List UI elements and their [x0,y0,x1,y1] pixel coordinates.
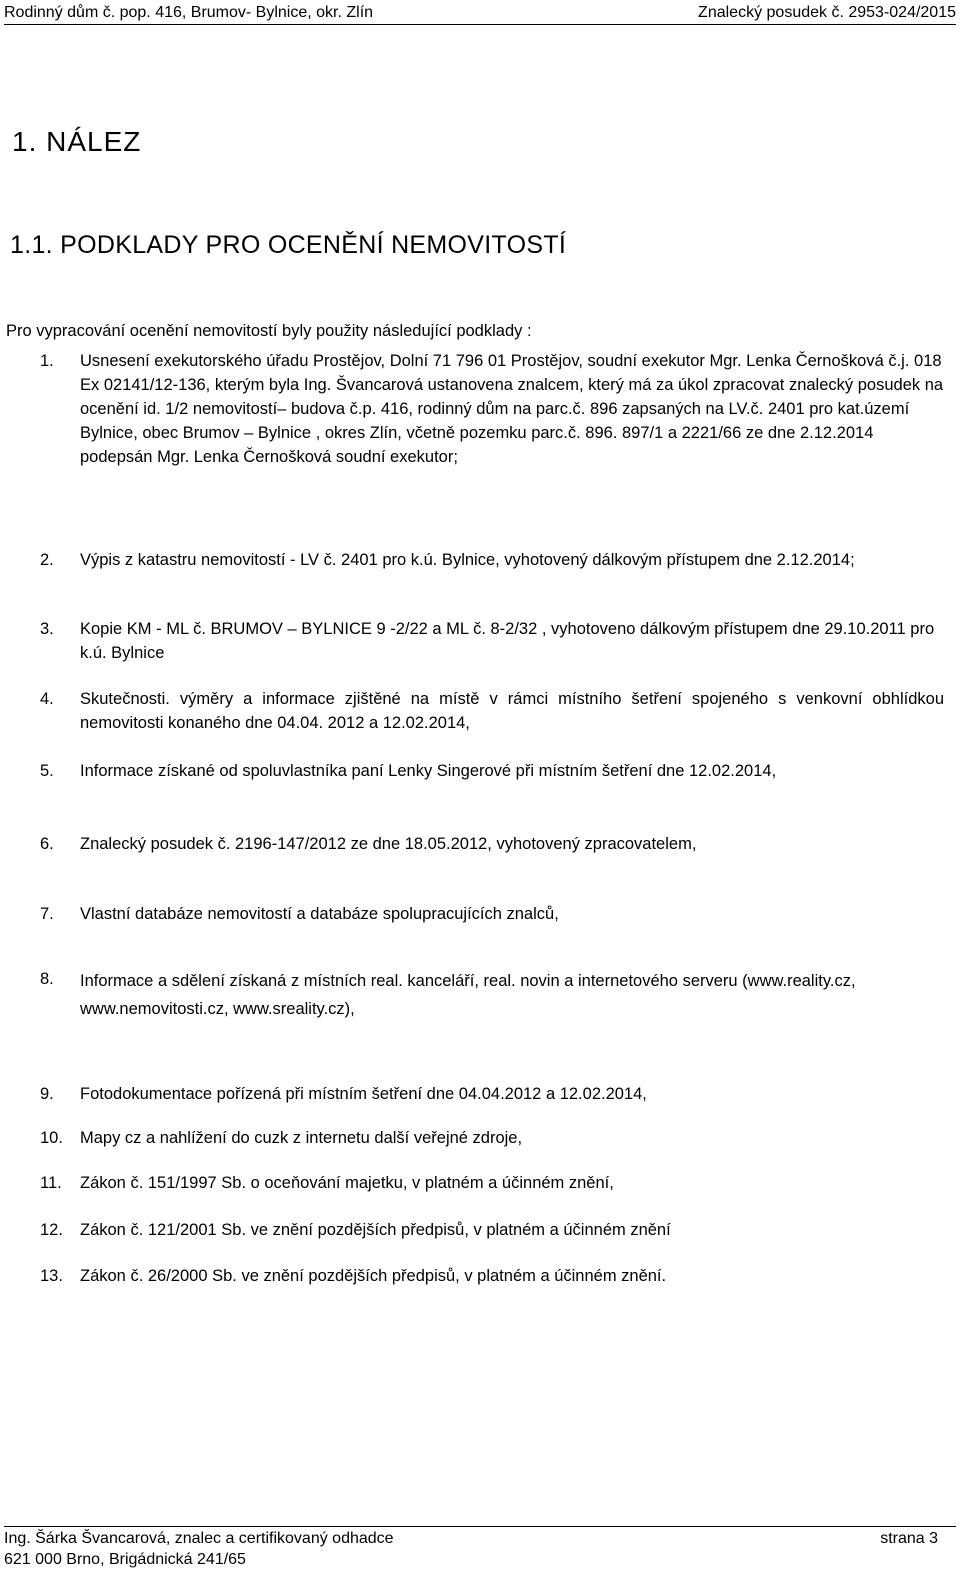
list-item-text: Skutečnosti. výměry a informace zjištěné na místě v rámci místního šetření spojeného s venkovní obhlídkou nemovitosti konaného dne 04.04. 2012 a 12.02.2014, [80,690,944,732]
page-number: strana 3 [880,1530,938,1547]
list-item-number: 7. [40,905,54,923]
list-item-text: Kopie KM - ML č. BRUMOV – BYLNICE 9 -2/22 a ML č. 8-2/32 , vyhotoveno dálkovým přístupem dne 29.10.2011 pro k.ú. Bylnice [80,620,935,662]
list-item-number: 13. [40,1267,63,1285]
list-item-number: 11. [40,1174,62,1192]
list-item-text: Zákon č. 121/2001 Sb. ve znění pozdějších předpisů, v platném a účinném znění [80,1221,671,1239]
footer-address: 621 000 Brno, Brigádnická 241/65 [4,1551,246,1568]
list-item-text: Fotodokumentace pořízená při místním šetření dne 04.04.2012 a 12.02.2014, [80,1085,647,1103]
list-item-text: Mapy cz a nahlížení do cuzk z internetu další veřejné zdroje, [80,1129,523,1147]
footer-author: Ing. Šárka Švancarová, znalec a certifikovaný odhadce [4,1530,394,1547]
page-footer [4,1526,956,1577]
list-item-number: 2. [40,551,54,569]
list-item-number: 5. [40,762,54,780]
list-item-text: Výpis z katastru nemovitostí - LV č. 2401 pro k.ú. Bylnice, vyhotovený dálkovým přístupem dne 2.12.2014; [80,551,855,569]
list-item-text: Zákon č. 26/2000 Sb. ve znění pozdějších předpisů, v platném a účinném znění. [80,1267,667,1285]
list-item-number: 3. [40,620,54,638]
section-title: 1. NÁLEZ [12,126,142,157]
intro-text: Pro vypracování ocenění nemovitostí byly použity následující podklady : [6,322,532,340]
list-item-number: 6. [40,835,54,853]
list-item-number: 12. [40,1221,63,1239]
list-item-text: Usnesení exekutorského úřadu Prostějov, Dolní 71 796 01 Prostějov, soudní exekutor Mgr. Lenka Černošková č.j. 018 Ex 02141/12-136, kterým byla Ing. Švancarová ustanovena znalcem, který má za úkol zpracovat znalecký posudek na ocenění id. 1/2 nemovitostí– budova č.p. 416, rodinný dům na parc.č. 896 zapsaných na LV.č. 2401 pro kat.území Bylnice, obec Brumov – Bylnice , okres Zlín, včetně pozemku parc.č. 896. 897/1 a 2221/66 ze dne 2.12.2014 podepsán Mgr. Lenka Černošková soudní exekutor; [80,352,944,466]
list-item-text: Informace a sdělení získaná z místních real. kanceláří, real. novin a internetového serveru (www.reality.cz, www.nemovitosti.cz, www.sreality.cz), [80,972,856,1018]
list-item-number: 9. [40,1085,54,1103]
list-item-text: Informace získané od spoluvlastníka paní Lenky Singerové při místním šetření dne 12.02.2014, [80,762,777,780]
list-item-text: Vlastní databáze nemovitostí a databáze spolupracujících znalců, [80,905,559,923]
list-item-number: 10. [40,1129,63,1147]
list-item-number: 4. [40,690,54,708]
header-report-number: Znalecký posudek č. 2953-024/2015 [698,4,956,21]
list-item-number: 8. [40,970,54,988]
page-header [4,2,956,25]
list-item-text: Zákon č. 151/1997 Sb. o oceňování majetku, v platném a účinném znění, [80,1174,614,1192]
header-document-subject: Rodinný dům č. pop. 416, Brumov- Bylnice, okr. Zlín [4,4,374,21]
list-item-number: 1. [40,352,54,370]
list-item-text: Znalecký posudek č. 2196-147/2012 ze dne 18.05.2012, vyhotovený zpracovatelem, [80,835,697,853]
subsection-title: 1.1. PODKLADY PRO OCENĚNÍ NEMOVITOSTÍ [10,231,567,259]
